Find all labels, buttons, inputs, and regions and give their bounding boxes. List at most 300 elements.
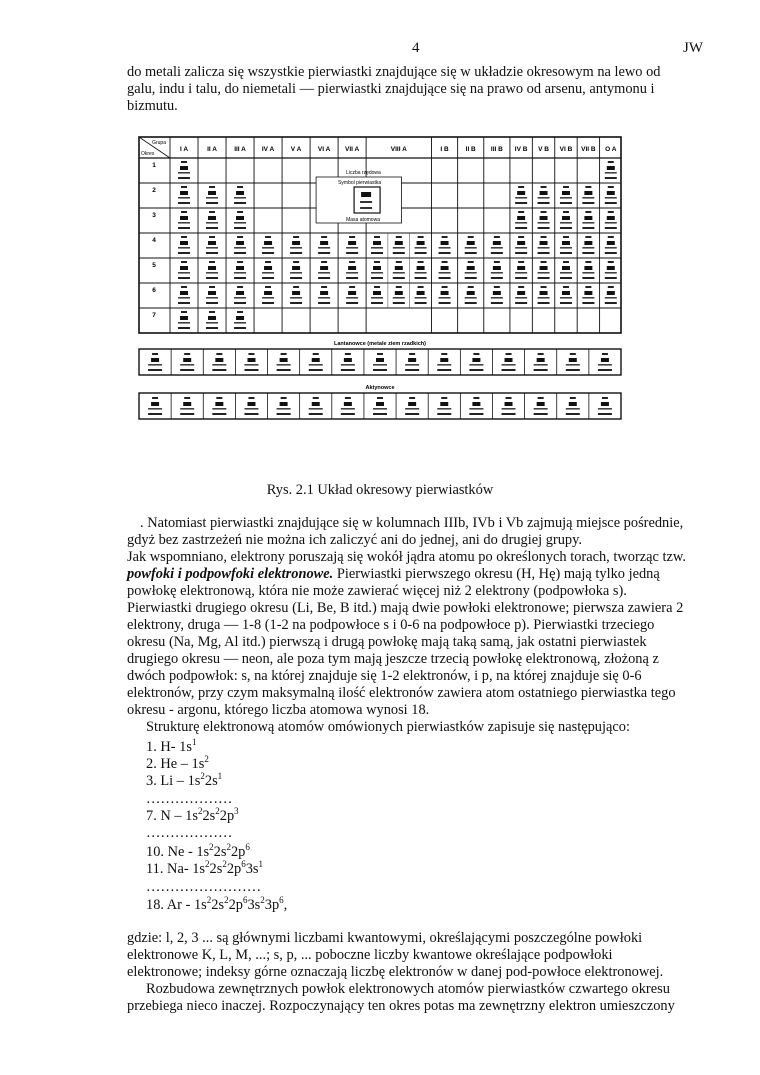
element-symbol-mark: [183, 358, 191, 362]
element-mass-mark: [582, 302, 594, 304]
element-number-mark: [494, 261, 500, 263]
element-symbol-mark: [236, 316, 244, 320]
element-mass-mark: [465, 252, 477, 254]
element-symbol-mark: [247, 358, 255, 362]
element-symbol-mark: [493, 241, 501, 245]
element-name-mark: [439, 272, 451, 274]
element-number-mark: [468, 261, 474, 263]
element-name-mark: [605, 172, 617, 174]
element-number-mark: [442, 261, 448, 263]
element-name-mark: [393, 297, 405, 299]
element-symbol-mark: [292, 241, 300, 245]
element-number-mark: [209, 211, 215, 213]
element-mass-mark: [309, 413, 323, 415]
formula-line: ………………: [146, 825, 233, 841]
element-number-mark: [608, 161, 614, 163]
element-name-mark: [393, 247, 405, 249]
element-symbol-mark: [517, 241, 525, 245]
periodic-table-image: [138, 136, 622, 472]
group-header: VI B: [559, 146, 573, 153]
element-mass-mark: [206, 202, 218, 204]
element-symbol-mark: [467, 266, 475, 270]
element-name-mark: [373, 364, 387, 366]
element-name-mark: [560, 272, 572, 274]
element-mass-mark: [605, 252, 617, 254]
element-symbol-mark: [208, 216, 216, 220]
element-number-mark: [181, 186, 187, 188]
element-mass-mark: [538, 277, 550, 279]
element-name-mark: [309, 364, 323, 366]
element-number-mark: [506, 353, 512, 355]
element-symbol-mark: [569, 402, 577, 406]
element-name-mark: [262, 247, 274, 249]
period-label: Okres: [141, 151, 155, 157]
element-number-mark: [473, 353, 479, 355]
element-symbol-mark: [348, 241, 356, 245]
element-mass-mark: [538, 202, 550, 204]
period-number: 1: [152, 162, 156, 169]
formula-line: 10. Ne - $1s^22s^22p^6$: [146, 842, 250, 860]
element-mass-mark: [502, 369, 516, 371]
element-mass-mark: [605, 202, 617, 204]
element-number-mark: [248, 397, 254, 399]
element-symbol-mark: [180, 241, 188, 245]
element-symbol-mark: [280, 402, 288, 406]
element-symbol-mark: [373, 266, 381, 270]
element-mass-mark: [178, 177, 190, 179]
body-line: dwóch podpowłok: s, na której znajduje się 1-2 elektronów, i p, na której znajduje się 0-6: [127, 668, 642, 684]
body-line: gdyż bez zastrzeżeń nie można ich zaliczyć ani do jednej, ani do drugiej grupy.: [127, 532, 582, 548]
element-number-mark: [248, 353, 254, 355]
element-number-mark: [570, 353, 576, 355]
body-line: . Natomiast pierwiastki znajdujące się w kolumnach IIIb, IVb i Vb zajmują miejsce pośrednie,: [140, 515, 684, 531]
element-symbol-mark: [236, 241, 244, 245]
element-symbol-mark: [292, 266, 300, 270]
element-number-mark: [374, 286, 380, 288]
element-symbol-mark: [441, 241, 449, 245]
element-mass-mark: [318, 302, 330, 304]
element-mass-mark: [244, 413, 258, 415]
formula-line: 2. He – $1s^2$: [146, 754, 209, 772]
element-mass-mark: [346, 252, 358, 254]
element-name-mark: [178, 172, 190, 174]
element-number-mark: [345, 397, 351, 399]
element-number-mark: [293, 261, 299, 263]
element-number-mark: [237, 261, 243, 263]
body-line: elektronów, przy czym maksymalną ilość elektronów zawiera atom ostatniego pierwiastka tego: [127, 685, 676, 701]
element-number-mark: [608, 286, 614, 288]
element-name-mark: [515, 297, 527, 299]
legend-symbol-label: Symbol pierwiastka: [338, 180, 382, 186]
element-mass-mark: [605, 227, 617, 229]
element-number-mark: [209, 261, 215, 263]
element-name-mark: [178, 197, 190, 199]
element-mass-mark: [277, 369, 291, 371]
group-header: III B: [490, 146, 503, 153]
element-number-mark: [181, 236, 187, 238]
element-symbol-mark: [215, 358, 223, 362]
element-number-mark: [585, 186, 591, 188]
closing-line: elektronowe K, L, M, ...; s, p, ... poboczne liczby kwantowe określające podpowłoki: [127, 947, 613, 963]
element-mass-mark: [290, 277, 302, 279]
element-name-mark: [415, 272, 427, 274]
element-mass-mark: [582, 202, 594, 204]
element-number-mark: [377, 397, 383, 399]
element-symbol-mark: [540, 266, 548, 270]
element-symbol-mark: [472, 358, 480, 362]
element-symbol-mark: [376, 358, 384, 362]
group-header: O A: [605, 146, 617, 153]
element-symbol-mark: [607, 216, 615, 220]
element-mass-mark: [234, 252, 246, 254]
element-symbol-mark: [562, 216, 570, 220]
element-number-mark: [181, 211, 187, 213]
element-number-mark: [418, 261, 424, 263]
element-mass-mark: [206, 302, 218, 304]
element-number-mark: [538, 353, 544, 355]
element-number-mark: [321, 286, 327, 288]
element-number-mark: [181, 261, 187, 263]
element-number-mark: [293, 286, 299, 288]
element-name-mark: [212, 408, 226, 410]
element-mass-mark: [515, 227, 527, 229]
group-header: II A: [207, 146, 217, 153]
element-symbol-mark: [562, 266, 570, 270]
element-mass-mark: [405, 369, 419, 371]
body-line: drugiego okresu — neon, ale poza tym mają jeszcze trzecią powłokę elektronową, złożoną z: [127, 651, 659, 667]
element-name-mark: [371, 297, 383, 299]
element-name-mark: [534, 364, 548, 366]
element-symbol-mark: [472, 402, 480, 406]
element-symbol-mark: [517, 216, 525, 220]
element-number-mark: [441, 397, 447, 399]
element-name-mark: [346, 272, 358, 274]
element-number-mark: [541, 286, 547, 288]
element-name-mark: [290, 297, 302, 299]
element-symbol-mark: [344, 402, 352, 406]
element-name-mark: [560, 247, 572, 249]
legend-number-label: Liczba rzędowa: [346, 170, 381, 176]
element-number-mark: [442, 236, 448, 238]
element-mass-mark: [515, 302, 527, 304]
element-name-mark: [582, 222, 594, 224]
element-number-mark: [563, 286, 569, 288]
element-mass-mark: [515, 252, 527, 254]
element-name-mark: [538, 247, 550, 249]
element-number-mark: [181, 161, 187, 163]
element-number-mark: [237, 211, 243, 213]
element-symbol-mark: [395, 266, 403, 270]
legend-sample-mass: [360, 207, 372, 209]
group-header: VII B: [581, 146, 596, 153]
period-number: 7: [152, 312, 156, 319]
element-number-mark: [518, 186, 524, 188]
element-symbol-mark: [312, 358, 320, 362]
element-number-mark: [349, 261, 355, 263]
closing-line: gdzie: l, 2, 3 ... są głównymi liczbami kwantowymi, określającymi poszczególne powłoki: [127, 930, 643, 946]
element-symbol-mark: [320, 291, 328, 295]
element-number-mark: [349, 286, 355, 288]
legend-sample-symbol: [361, 192, 371, 197]
element-number-mark: [184, 397, 190, 399]
element-number-mark: [585, 211, 591, 213]
element-name-mark: [234, 297, 246, 299]
element-mass-mark: [605, 277, 617, 279]
formula-line: 1. H- $1s^1$: [146, 737, 197, 755]
element-mass-mark: [515, 277, 527, 279]
element-number-mark: [602, 397, 608, 399]
group-header: V B: [538, 146, 549, 153]
element-number-mark: [396, 286, 402, 288]
element-mass-mark: [560, 302, 572, 304]
element-symbol-mark: [441, 291, 449, 295]
element-name-mark: [234, 322, 246, 324]
element-number-mark: [494, 236, 500, 238]
element-name-mark: [538, 272, 550, 274]
emphasized-term: powfoki i podpowfoki elektronowe.: [127, 566, 334, 582]
element-mass-mark: [560, 252, 572, 254]
element-number-mark: [265, 236, 271, 238]
element-mass-mark: [582, 277, 594, 279]
element-name-mark: [515, 222, 527, 224]
element-mass-mark: [538, 227, 550, 229]
element-symbol-mark: [562, 191, 570, 195]
element-name-mark: [206, 247, 218, 249]
element-mass-mark: [469, 369, 483, 371]
group-header: II B: [465, 146, 476, 153]
element-name-mark: [538, 197, 550, 199]
element-name-mark: [538, 297, 550, 299]
element-mass-mark: [560, 277, 572, 279]
element-symbol-mark: [417, 291, 425, 295]
element-mass-mark: [405, 413, 419, 415]
element-name-mark: [178, 222, 190, 224]
element-name-mark: [502, 364, 516, 366]
element-number-mark: [313, 397, 319, 399]
element-symbol-mark: [280, 358, 288, 362]
element-symbol-mark: [247, 402, 255, 406]
element-number-mark: [237, 236, 243, 238]
body-line: Pierwiastki drugiego okresu (Li, Be, B itd.) mają dwie powłoki elektronowe; pierwsza zawiera 2: [127, 600, 684, 616]
element-name-mark: [393, 272, 405, 274]
element-number-mark: [209, 186, 215, 188]
element-mass-mark: [244, 369, 258, 371]
element-name-mark: [206, 197, 218, 199]
element-mass-mark: [371, 277, 383, 279]
element-mass-mark: [598, 369, 612, 371]
element-name-mark: [277, 408, 291, 410]
element-name-mark: [515, 247, 527, 249]
element-mass-mark: [491, 302, 503, 304]
element-mass-mark: [234, 202, 246, 204]
element-name-mark: [371, 272, 383, 274]
element-name-mark: [178, 297, 190, 299]
element-number-mark: [518, 261, 524, 263]
element-name-mark: [346, 247, 358, 249]
element-mass-mark: [180, 369, 194, 371]
element-symbol-mark: [395, 291, 403, 295]
element-number-mark: [494, 286, 500, 288]
element-mass-mark: [178, 277, 190, 279]
element-number-mark: [541, 211, 547, 213]
element-number-mark: [418, 236, 424, 238]
element-name-mark: [538, 222, 550, 224]
element-mass-mark: [180, 413, 194, 415]
element-number-mark: [237, 186, 243, 188]
element-number-mark: [374, 261, 380, 263]
element-symbol-mark: [417, 266, 425, 270]
element-symbol-mark: [584, 191, 592, 195]
group-header: IV A: [261, 146, 275, 153]
element-name-mark: [437, 408, 451, 410]
element-mass-mark: [393, 277, 405, 279]
element-mass-mark: [346, 302, 358, 304]
element-name-mark: [206, 322, 218, 324]
author-initials: JW: [683, 40, 703, 56]
element-mass-mark: [515, 202, 527, 204]
element-number-mark: [608, 186, 614, 188]
element-number-mark: [518, 286, 524, 288]
element-symbol-mark: [183, 402, 191, 406]
element-symbol-mark: [348, 291, 356, 295]
element-number-mark: [608, 236, 614, 238]
element-symbol-mark: [180, 316, 188, 320]
element-mass-mark: [148, 413, 162, 415]
element-mass-mark: [234, 302, 246, 304]
element-number-mark: [473, 397, 479, 399]
formula-line: 11. Na- $1s^22s^22p^63s^1$: [146, 859, 264, 877]
element-symbol-mark: [208, 291, 216, 295]
element-symbol-mark: [562, 291, 570, 295]
element-name-mark: [582, 247, 594, 249]
element-number-mark: [237, 286, 243, 288]
element-name-mark: [234, 222, 246, 224]
element-symbol-mark: [517, 266, 525, 270]
element-symbol-mark: [441, 266, 449, 270]
element-symbol-mark: [601, 358, 609, 362]
element-symbol-mark: [408, 358, 416, 362]
element-mass-mark: [465, 277, 477, 279]
element-name-mark: [491, 297, 503, 299]
formula-line: ……………………: [146, 879, 262, 895]
element-name-mark: [371, 247, 383, 249]
group-header: I B: [440, 146, 449, 153]
element-name-mark: [437, 364, 451, 366]
element-symbol-mark: [208, 266, 216, 270]
periodic-table-figure: [138, 136, 622, 472]
element-name-mark: [560, 197, 572, 199]
formula-line: 3. Li – $1s^22s^1$: [146, 771, 223, 789]
element-name-mark: [405, 408, 419, 410]
element-symbol-mark: [180, 191, 188, 195]
element-mass-mark: [560, 202, 572, 204]
element-number-mark: [209, 286, 215, 288]
element-number-mark: [585, 261, 591, 263]
element-mass-mark: [206, 327, 218, 329]
element-name-mark: [318, 272, 330, 274]
element-symbol-mark: [215, 402, 223, 406]
element-mass-mark: [437, 369, 451, 371]
element-symbol-mark: [493, 291, 501, 295]
element-mass-mark: [538, 252, 550, 254]
body-line: okresu - argonu, którego liczba atomowa wynosi 18.: [127, 702, 430, 718]
element-name-mark: [290, 247, 302, 249]
element-number-mark: [396, 261, 402, 263]
element-name-mark: [415, 247, 427, 249]
element-mass-mark: [262, 302, 274, 304]
element-symbol-mark: [264, 266, 272, 270]
element-name-mark: [598, 408, 612, 410]
element-symbol-mark: [180, 216, 188, 220]
element-mass-mark: [341, 369, 355, 371]
closing-line: Rozbudowa zewnętrznych powłok elektronowych atomów pierwiastków czwartego okresu: [146, 981, 670, 997]
element-mass-mark: [341, 413, 355, 415]
element-number-mark: [374, 236, 380, 238]
element-number-mark: [396, 236, 402, 238]
element-mass-mark: [598, 413, 612, 415]
element-number-mark: [281, 397, 287, 399]
element-name-mark: [582, 297, 594, 299]
element-number-mark: [570, 397, 576, 399]
element-name-mark: [566, 364, 580, 366]
element-name-mark: [560, 222, 572, 224]
element-number-mark: [181, 311, 187, 313]
element-mass-mark: [502, 413, 516, 415]
group-header: VI A: [317, 146, 331, 153]
element-symbol-mark: [505, 358, 513, 362]
element-number-mark: [563, 261, 569, 263]
element-mass-mark: [148, 369, 162, 371]
period-number: 5: [152, 262, 156, 269]
element-name-mark: [234, 197, 246, 199]
group-header: IV B: [514, 146, 528, 153]
element-mass-mark: [534, 369, 548, 371]
element-name-mark: [341, 364, 355, 366]
element-name-mark: [234, 272, 246, 274]
element-mass-mark: [393, 302, 405, 304]
formula-line: ………………: [146, 791, 233, 807]
element-symbol-mark: [607, 291, 615, 295]
element-number-mark: [265, 286, 271, 288]
element-number-mark: [468, 286, 474, 288]
element-number-mark: [409, 353, 415, 355]
element-mass-mark: [178, 252, 190, 254]
element-name-mark: [180, 364, 194, 366]
element-mass-mark: [415, 252, 427, 254]
element-name-mark: [318, 297, 330, 299]
legend-sample-cell: [354, 187, 380, 213]
element-name-mark: [491, 272, 503, 274]
element-number-mark: [442, 286, 448, 288]
element-name-mark: [318, 247, 330, 249]
period-number: 3: [152, 212, 156, 219]
element-name-mark: [605, 272, 617, 274]
element-name-mark: [515, 272, 527, 274]
element-symbol-mark: [264, 291, 272, 295]
element-mass-mark: [212, 369, 226, 371]
element-symbol-mark: [607, 166, 615, 170]
element-name-mark: [178, 322, 190, 324]
element-symbol-mark: [467, 241, 475, 245]
element-name-mark: [148, 408, 162, 410]
element-number-mark: [209, 311, 215, 313]
period-number: 6: [152, 287, 156, 294]
element-mass-mark: [178, 227, 190, 229]
element-mass-mark: [234, 227, 246, 229]
element-name-mark: [598, 364, 612, 366]
element-mass-mark: [534, 413, 548, 415]
element-name-mark: [373, 408, 387, 410]
